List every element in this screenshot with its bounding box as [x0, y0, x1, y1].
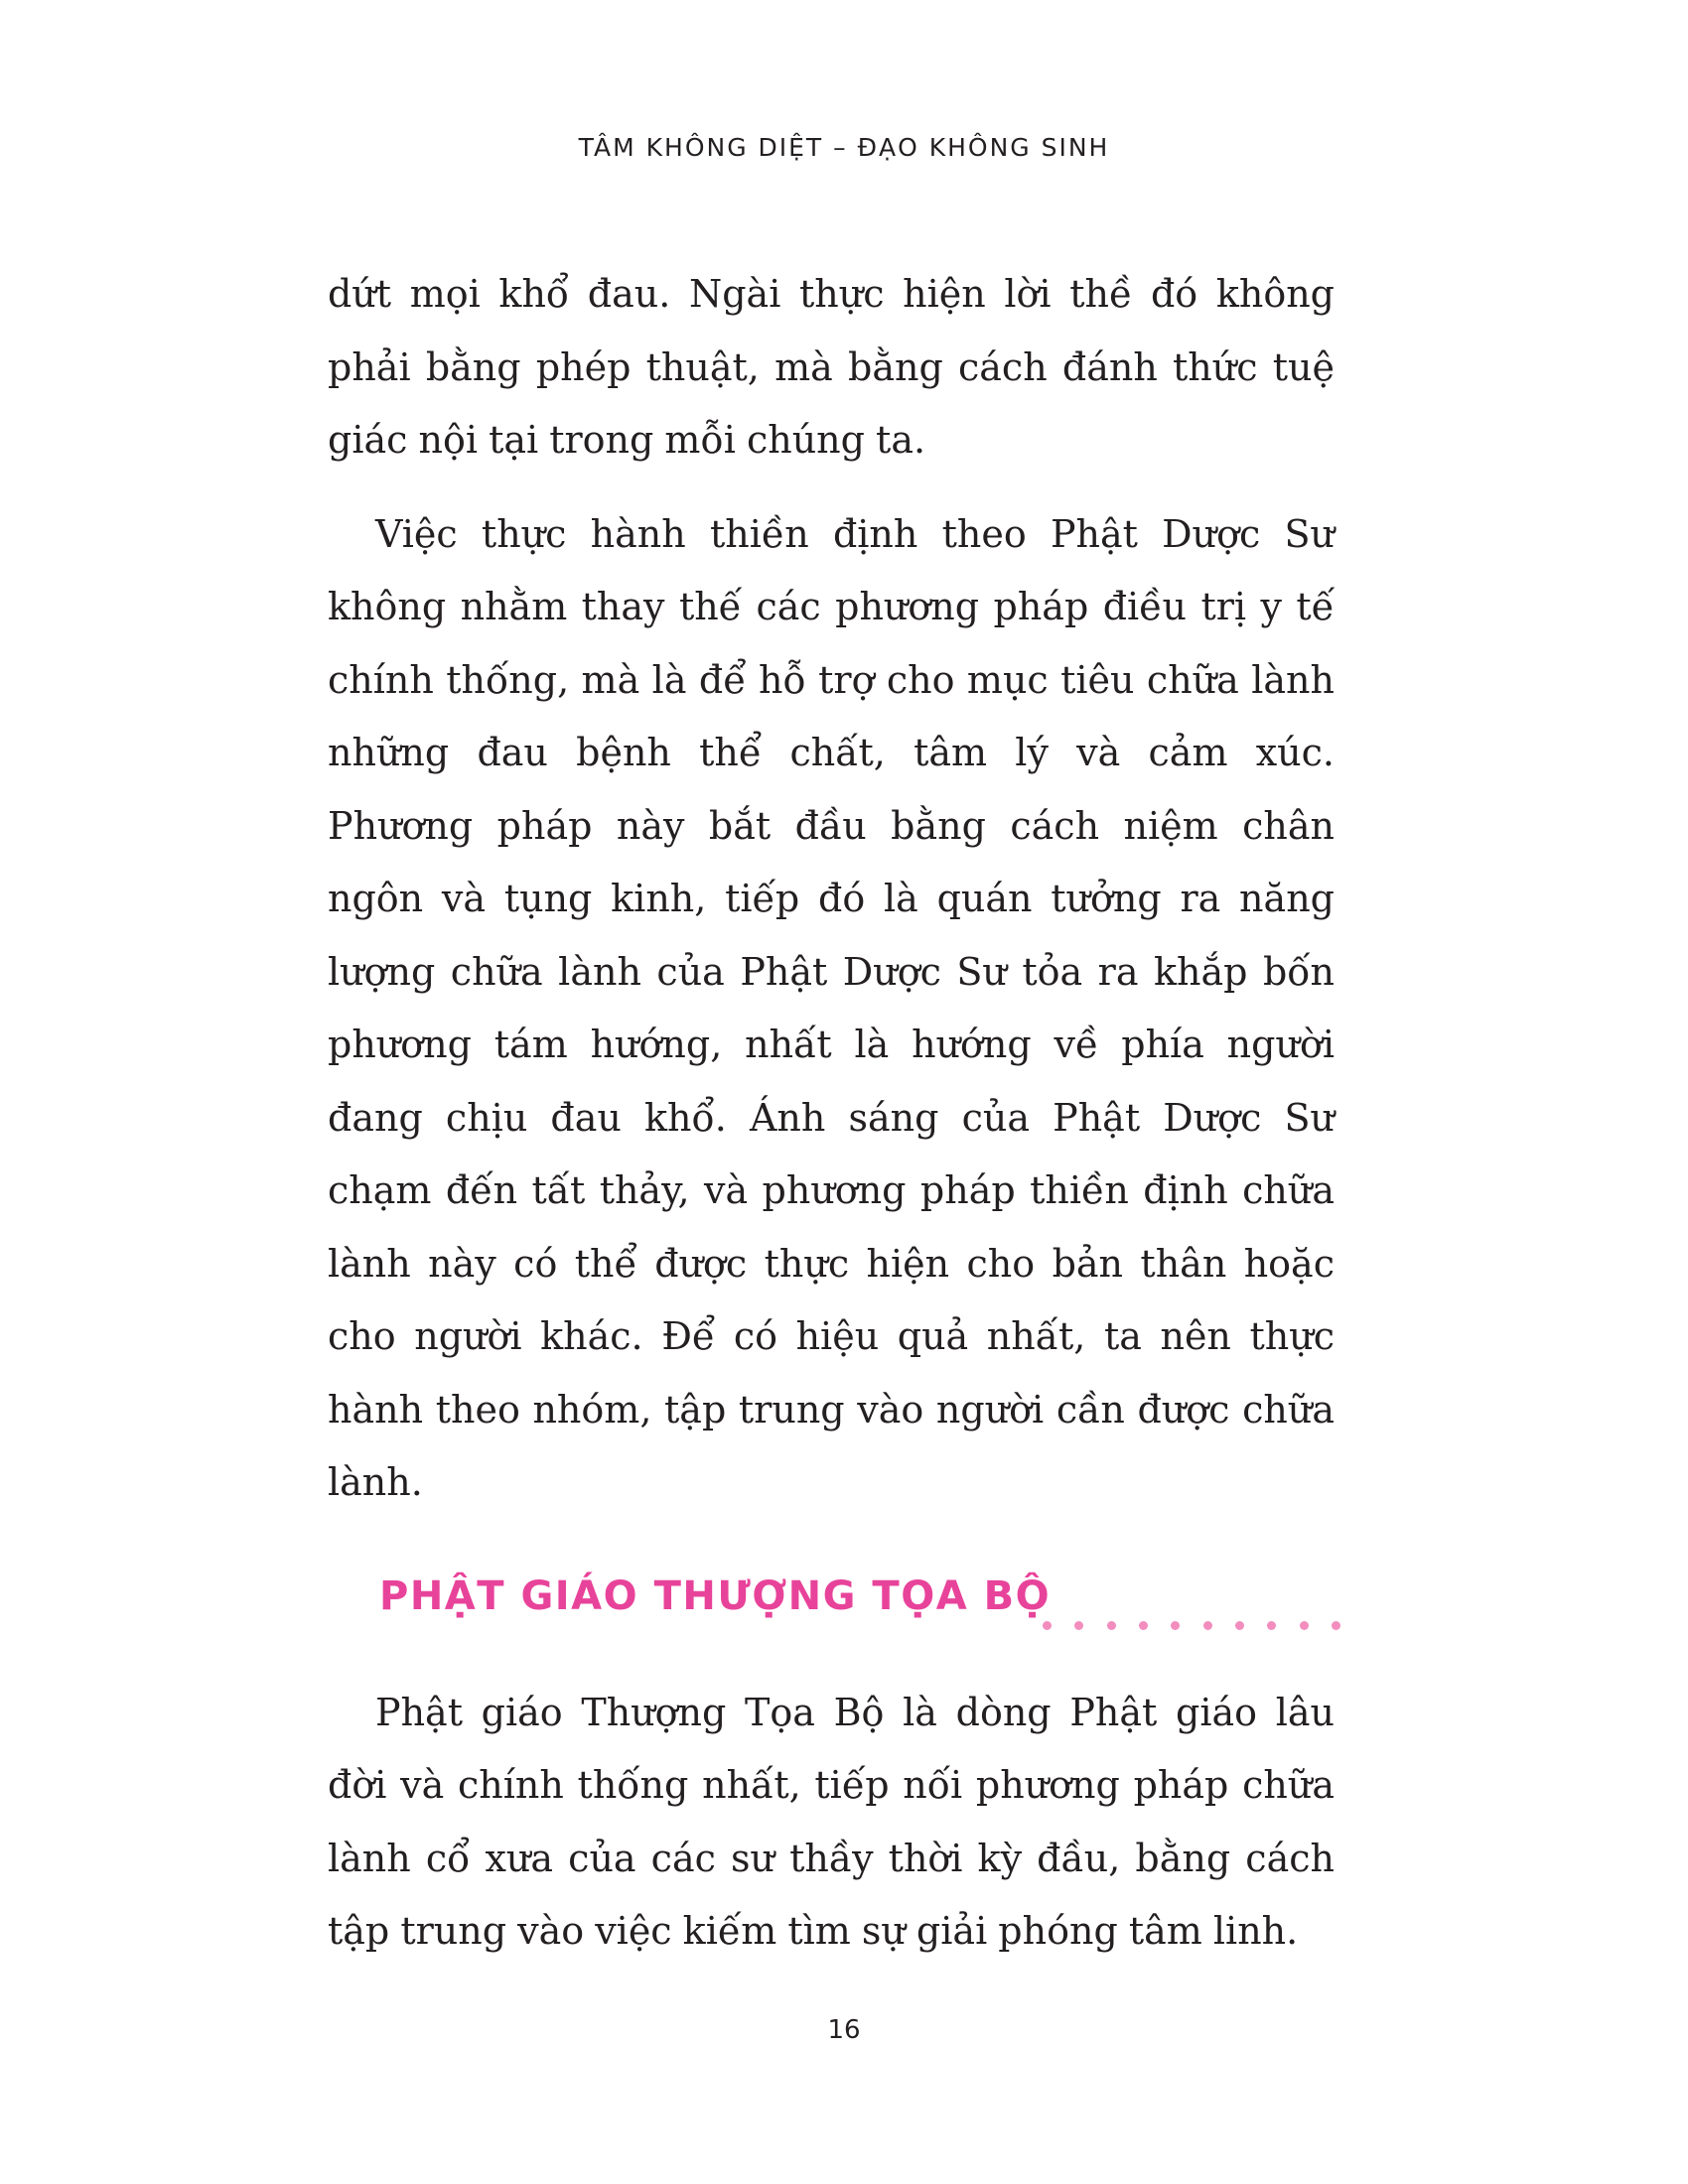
- running-header: TÂM KHÔNG DIỆT – ĐẠO KHÔNG SINH: [578, 133, 1110, 162]
- heading-dot: [1267, 1621, 1276, 1630]
- section-heading-row: [328, 1568, 1335, 1647]
- heading-dot: [1139, 1621, 1148, 1630]
- heading-dot: [1300, 1621, 1309, 1630]
- body-paragraph-2: Việc thực hành thiền định theo Phật Dược Sư không nhằm thay thế các phương pháp điều trị y tế chính thống, mà là để hỗ trợ cho mục tiêu chữa lành những đau bệnh thể chất, tâm lý và cảm xúc. Phương pháp này bắt đầu bằng cách niệm chân ngôn và tụng kinh, tiếp đó là quán tưởng ra năng lượng chữa lành của Phật Dược Sư tỏa ra khắp bốn phương tám hướng, nhất là hướng về phía người đang chịu đau khổ. Ánh sáng của Phật Dược Sư chạm đến tất thảy, và phương pháp thiền định chữa lành này có thể được thực hiện cho bản thân hoặc cho người khác. Để có hiệu quả nhất, ta nên thực hành theo nhóm, tập trung vào người cần được chữa lành.: [328, 511, 1335, 1504]
- heading-dot: [1332, 1621, 1340, 1630]
- section-heading: PHẬT GIÁO THƯỢNG TỌA BỘ: [379, 1572, 1052, 1619]
- heading-dot: [1074, 1621, 1083, 1630]
- page-content: [328, 258, 1335, 1969]
- heading-dot: [1043, 1621, 1052, 1630]
- heading-dot: [1203, 1621, 1212, 1630]
- dotted-rule: [1043, 1621, 1340, 1635]
- heading-dot: [1171, 1621, 1180, 1630]
- section-paragraph: Phật giáo Thượng Tọa Bộ là dòng Phật giáo lâu đời và chính thống nhất, tiếp nối phương pháp chữa lành cổ xưa của các sư thầy thời kỳ đầu, bằng cách tập trung vào việc kiếm tìm sự giải phóng tâm linh.: [328, 1690, 1335, 1953]
- heading-dot: [1107, 1621, 1116, 1630]
- page-number: 16: [827, 2015, 861, 2045]
- body-paragraph-1: dứt mọi khổ đau. Ngài thực hiện lời thề đó không phải bằng phép thuật, mà bằng cách đánh thức tuệ giác nội tại trong mỗi chúng ta.: [328, 272, 1335, 462]
- heading-dot: [1235, 1621, 1244, 1630]
